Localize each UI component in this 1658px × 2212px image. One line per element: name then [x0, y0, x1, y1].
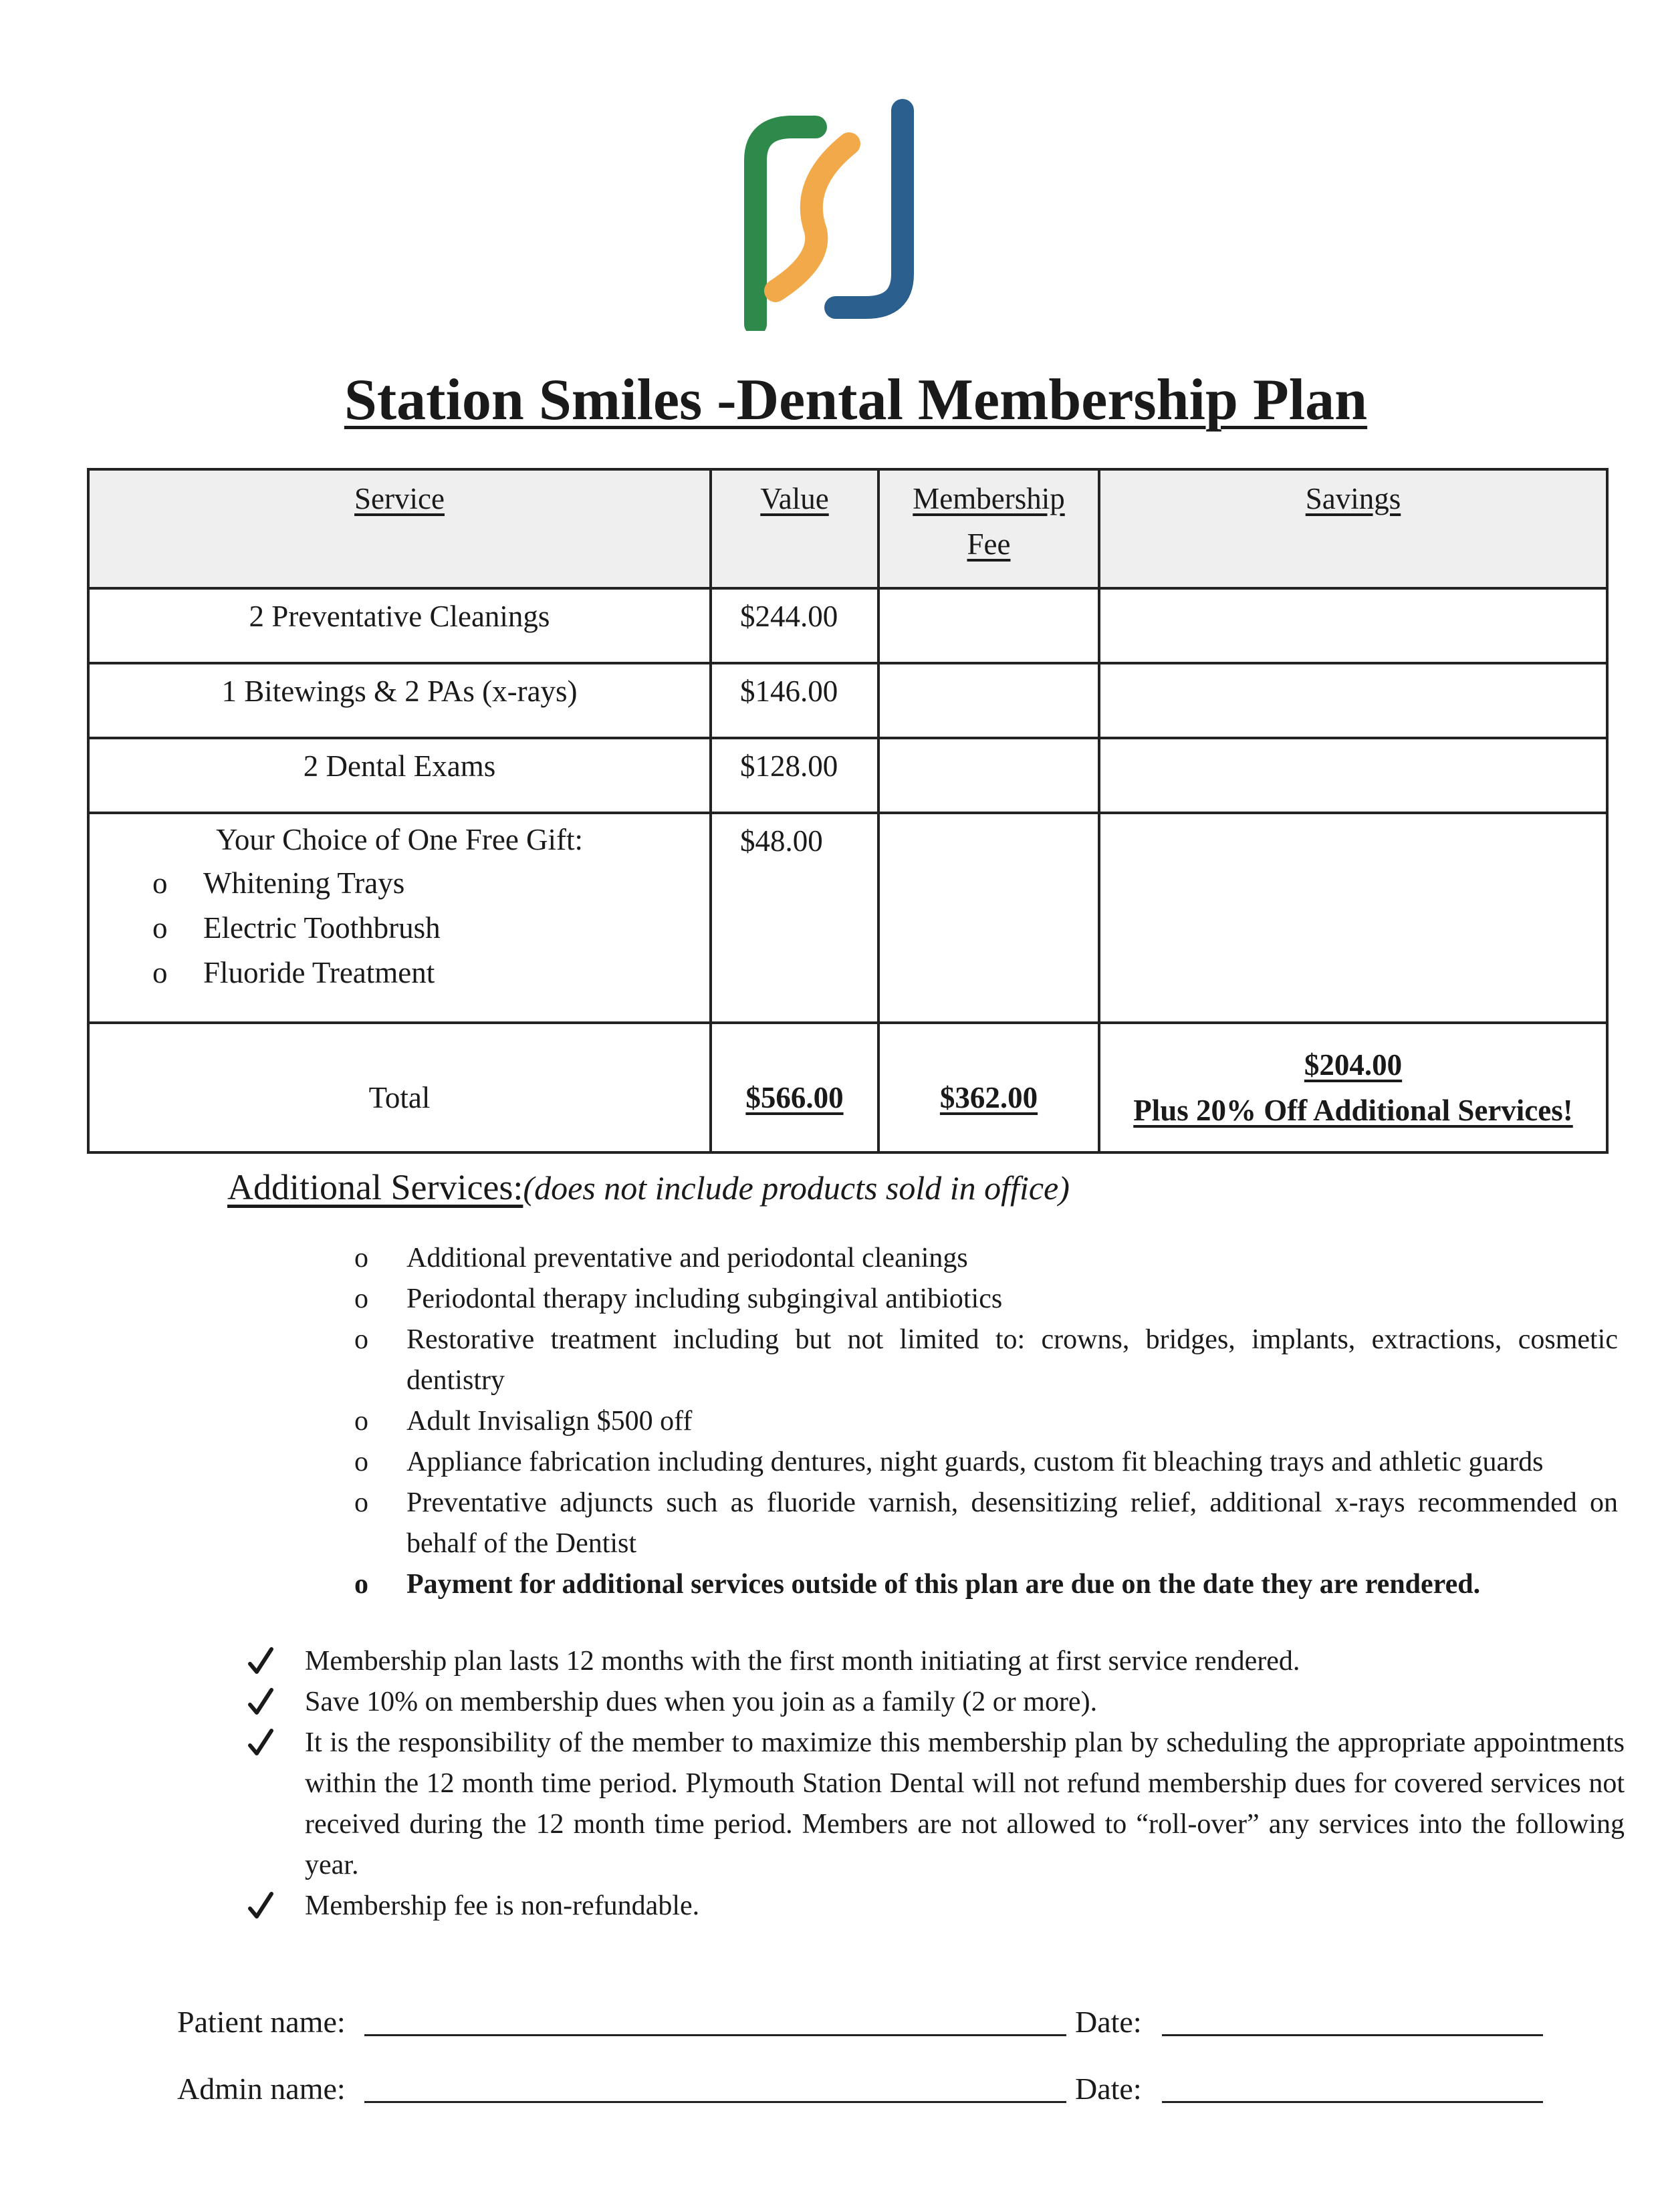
header-service: Service — [88, 469, 711, 588]
table-row — [88, 738, 1607, 813]
checkmark-icon — [247, 1727, 274, 1759]
value-cell: $48.00 — [711, 813, 878, 1023]
additional-services-list — [348, 1238, 1618, 1605]
header-savings: Savings — [1099, 469, 1607, 588]
total-savings — [1099, 1023, 1607, 1152]
admin-date-line[interactable] — [1162, 2101, 1543, 2103]
savings-note: Plus 20% Off Additional Services! — [1133, 1094, 1573, 1127]
term-text: Membership plan lasts 12 months with the first month initiating at first service rendered. — [305, 1646, 1300, 1677]
gift-options — [90, 861, 709, 995]
admin-name-line[interactable] — [364, 2101, 1066, 2103]
value-cell: $244.00 — [711, 588, 878, 663]
service-cell: 1 Bitewings & 2 PAs (x-rays) — [88, 663, 711, 738]
term-item — [247, 1682, 1625, 1723]
table-row — [88, 588, 1607, 663]
gift-option: o Electric Toothbrush — [90, 906, 709, 951]
savings-cell — [1099, 738, 1607, 813]
patient-name-line[interactable] — [364, 2034, 1066, 2036]
gift-service-cell — [88, 813, 711, 1023]
list-item-bold: o Payment for additional services outside of this plan are due on the date they are rendered. — [348, 1564, 1618, 1605]
value-cell: $146.00 — [711, 663, 878, 738]
table-header-row — [88, 469, 1607, 588]
additional-label: Additional Services: — [227, 1167, 523, 1207]
gift-option: o Whitening Trays — [90, 861, 709, 906]
patient-name-label: Patient name: — [177, 2005, 346, 2039]
additional-note: (does not include products sold in office) — [523, 1169, 1070, 1207]
fee-cell — [878, 813, 1099, 1023]
value-cell: $128.00 — [711, 738, 878, 813]
page-title: Station Smiles -Dental Membership Plan — [344, 368, 1368, 433]
term-text: It is the responsibility of the member to maximize this membership plan by scheduling the appropriate appointments within the 12 month time period. Plymouth Station Dental will not refund membership dues for covered services not received during the 12 month time period. Members are not allowed to “roll-over” any services into the following year. — [305, 1727, 1625, 1880]
header-membership-fee: Membership Fee — [878, 469, 1099, 588]
gift-heading: Your Choice of One Free Gift: — [215, 823, 584, 856]
service-cell: 2 Preventative Cleanings — [88, 588, 711, 663]
term-text: Save 10% on membership dues when you join as a family (2 or more). — [305, 1687, 1098, 1717]
list-item: o Adult Invisalign $500 off — [348, 1401, 1618, 1442]
gift-option: o Fluoride Treatment — [90, 951, 709, 995]
service-cell: 2 Dental Exams — [88, 738, 711, 813]
savings-cell — [1099, 588, 1607, 663]
savings-cell — [1099, 663, 1607, 738]
list-item: o Appliance fabrication including dentures, night guards, custom fit bleaching trays and athletic guards — [348, 1442, 1618, 1483]
fee-cell — [878, 663, 1099, 738]
admin-date-label: Date: — [1075, 2072, 1142, 2106]
admin-name-label: Admin name: — [177, 2072, 346, 2106]
patient-date-line[interactable] — [1162, 2034, 1543, 2036]
term-item — [247, 1886, 1625, 1927]
terms-list — [247, 1641, 1625, 1927]
savings-amount: $204.00 — [1304, 1048, 1403, 1082]
term-item — [247, 1641, 1625, 1682]
total-label: Total — [88, 1023, 711, 1152]
table-row-gift — [88, 813, 1607, 1023]
total-fee: $362.00 — [878, 1023, 1099, 1152]
additional-services-heading — [227, 1166, 1070, 1208]
term-item — [247, 1723, 1625, 1886]
savings-cell — [1099, 813, 1607, 1023]
header-value: Value — [711, 469, 878, 588]
list-item: o Preventative adjuncts such as fluoride varnish, desensitizing relief, additional x-rays recommended on behalf of the Dentist — [348, 1483, 1618, 1564]
patient-date-label: Date: — [1075, 2005, 1142, 2039]
list-item: o Restorative treatment including but not limited to: crowns, bridges, implants, extractions, cosmetic dentistry — [348, 1320, 1618, 1401]
total-value: $566.00 — [711, 1023, 878, 1152]
checkmark-icon — [247, 1645, 274, 1677]
term-text: Membership fee is non-refundable. — [305, 1890, 700, 1921]
fee-cell — [878, 738, 1099, 813]
checkmark-icon — [247, 1890, 274, 1922]
fee-cell — [878, 588, 1099, 663]
list-item: o Periodontal therapy including subgingival antibiotics — [348, 1279, 1618, 1320]
psd-logo-icon — [735, 97, 929, 331]
checkmark-icon — [247, 1686, 274, 1718]
table-row-total — [88, 1023, 1607, 1152]
table-row — [88, 663, 1607, 738]
membership-table — [87, 468, 1609, 1154]
list-item: o Additional preventative and periodontal cleanings — [348, 1238, 1618, 1279]
